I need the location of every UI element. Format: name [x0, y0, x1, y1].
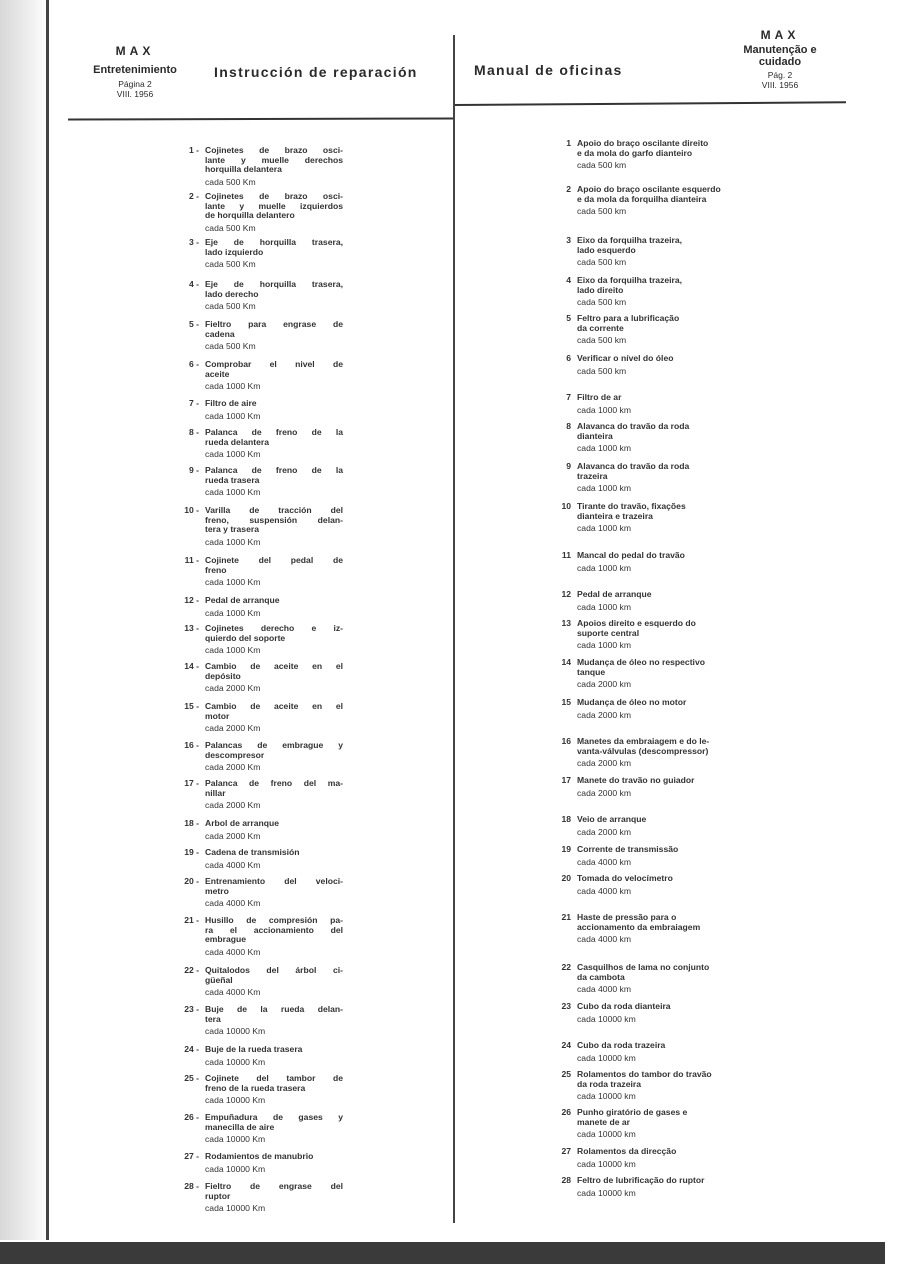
item-text: [577, 776, 777, 798]
item-text: [205, 556, 343, 588]
item-text: [577, 658, 777, 690]
service-interval: cada 1000 km: [577, 523, 631, 534]
item-line: manete de ar: [577, 1116, 631, 1127]
item-line: güeñal: [205, 974, 233, 985]
item-number: 3 -: [188, 237, 199, 247]
item-number: 22: [561, 962, 571, 972]
item-text: [577, 737, 777, 769]
service-interval: cada 2000 km: [577, 826, 631, 837]
item-text: [577, 1147, 777, 1169]
item-line: Cadena de transmisión: [205, 847, 300, 857]
item-number: 11 -: [184, 555, 199, 565]
service-interval: cada 2000 km: [577, 787, 631, 798]
service-interval: cada 2000 Km: [205, 800, 261, 811]
item-line: cadena: [205, 328, 235, 339]
item-text: [205, 320, 343, 352]
item-line: vanta-válvulas (descompressor): [577, 745, 709, 756]
item-line: Pedal de arranque: [205, 595, 280, 605]
service-interval: cada 500 km: [577, 206, 627, 217]
item-line: lante y muelle derechos: [205, 154, 343, 165]
item-line: accionamento da embraiagem: [577, 921, 701, 932]
item-text: [205, 1074, 343, 1106]
item-line: suporte central: [577, 627, 640, 638]
item-number: 1 -: [188, 145, 199, 155]
service-interval: cada 500 km: [577, 365, 627, 376]
service-interval: cada 2000 Km: [205, 830, 261, 841]
item-line: lado izquierdo: [205, 246, 264, 257]
item-text: [577, 845, 777, 867]
service-interval: cada 1000 km: [577, 601, 631, 612]
item-text: [205, 966, 343, 998]
item-text: [577, 314, 777, 346]
service-interval: cada 10000 km: [577, 1129, 636, 1140]
item-line: Cojinetes de brazo osci-: [205, 145, 343, 155]
item-text: [205, 238, 343, 270]
item-line: Empuñadura de gases y: [205, 1112, 343, 1122]
item-line: Palanca de freno de la: [205, 427, 343, 437]
item-line: descompresor: [205, 749, 265, 760]
item-text: [577, 276, 777, 308]
item-line: Cojinetes de brazo osci-: [205, 191, 343, 201]
item-number: 6 -: [188, 359, 199, 369]
item-number: 8 -: [188, 427, 199, 437]
section-title-cont: cuidado: [758, 56, 802, 68]
service-interval: cada 1000 Km: [205, 410, 261, 421]
item-number: 10 -: [184, 505, 199, 515]
item-line: Eixo da forquilha trazeira,: [577, 235, 683, 245]
item-line: aceite: [205, 368, 230, 379]
item-line: Fieltro para engrase de: [205, 319, 343, 329]
item-line: Eje de horquilla trasera,: [205, 279, 343, 289]
service-interval: cada 1000 km: [577, 562, 631, 573]
item-text: [205, 399, 343, 421]
item-text: [205, 662, 343, 694]
item-line: Alavanca do travão da roda: [577, 461, 690, 471]
item-number: 28 -: [184, 1181, 199, 1191]
item-number: 12: [561, 589, 571, 599]
header-left: [80, 44, 190, 99]
item-line: lante y muelle izquierdos: [205, 200, 343, 211]
item-number: 21 -: [184, 915, 199, 925]
service-interval: cada 500 km: [577, 257, 627, 268]
item-text: [205, 596, 343, 618]
item-line: tanque: [577, 666, 606, 677]
item-number: 12 -: [184, 595, 199, 605]
item-text: [205, 916, 343, 957]
item-number: 27: [561, 1146, 571, 1156]
item-text: [577, 1108, 777, 1140]
item-number: 24 -: [184, 1044, 199, 1054]
item-line: Rodamientos de manubrio: [205, 1151, 314, 1161]
item-number: 28: [561, 1175, 571, 1185]
item-text: [205, 819, 343, 841]
service-interval: cada 1000 Km: [205, 381, 261, 392]
section-title: Manutenção e: [743, 44, 817, 56]
service-interval: cada 10000 km: [577, 1158, 636, 1169]
item-text: [205, 506, 343, 547]
service-interval: cada 10000 Km: [205, 1163, 266, 1174]
service-interval: cada 10000 km: [577, 1013, 636, 1024]
item-text: [577, 236, 777, 268]
item-line: Punho giratório de gases e: [577, 1107, 688, 1117]
item-number: 24: [561, 1040, 571, 1050]
item-text: [577, 354, 777, 376]
item-text: [205, 360, 343, 392]
item-text: [205, 280, 343, 312]
item-text: [205, 1045, 343, 1067]
item-line: de horquilla delantero: [205, 210, 295, 221]
item-text: [577, 698, 777, 720]
service-interval: cada 10000 Km: [205, 1056, 266, 1067]
item-line: Casquilhos de lama no conjunto: [577, 962, 710, 972]
item-number: 20 -: [184, 876, 199, 886]
service-interval: cada 500 km: [577, 160, 627, 171]
item-line: freno: [205, 564, 227, 575]
item-number: 2 -: [188, 191, 199, 201]
item-line: manecilla de aire: [205, 1121, 275, 1132]
item-line: Buje de la rueda trasera: [205, 1044, 303, 1054]
item-line: Tomada do velocímetro: [577, 873, 673, 883]
item-number: 16: [561, 736, 571, 746]
item-line: Pedal de arranque: [577, 589, 652, 599]
item-line: Rolamentos da direcção: [577, 1146, 677, 1156]
item-number: 13 -: [184, 623, 199, 633]
item-line: ruptor: [205, 1190, 231, 1201]
service-interval: cada 500 Km: [205, 301, 256, 312]
service-interval: cada 4000 km: [577, 885, 631, 896]
item-text: [205, 1005, 343, 1037]
item-number: 15 -: [184, 701, 199, 711]
item-number: 26: [561, 1107, 571, 1117]
title-portuguese: Manual de oficinas: [474, 62, 623, 78]
header-right: [725, 28, 835, 90]
item-number: 25: [561, 1069, 571, 1079]
item-number: 14 -: [184, 661, 199, 671]
item-line: Cojinete del tambor de: [205, 1073, 343, 1083]
service-interval: cada 500 km: [577, 335, 627, 346]
service-interval: cada 2000 km: [577, 709, 631, 720]
item-number: 2: [566, 184, 571, 194]
item-line: Corrente de transmissão: [577, 844, 679, 854]
item-text: [577, 1041, 777, 1063]
item-number: 9: [566, 461, 571, 471]
item-line: Arbol de arranque: [205, 818, 280, 828]
service-interval: cada 1000 Km: [205, 577, 261, 588]
item-number: 1: [566, 138, 571, 148]
service-interval: cada 1000 Km: [205, 449, 261, 460]
item-number: 17: [561, 775, 571, 785]
service-interval: cada 500 Km: [205, 222, 256, 233]
item-number: 10: [561, 501, 571, 511]
item-number: 20: [561, 873, 571, 883]
item-number: 5: [566, 313, 571, 323]
item-line: Mudança de óleo no respectivo: [577, 657, 705, 667]
item-line: Mancal do pedal do travão: [577, 550, 685, 560]
item-number: 9 -: [188, 465, 199, 475]
item-line: Manete do travão no guiador: [577, 775, 695, 785]
item-line: Cambio de aceite en el: [205, 701, 343, 711]
item-line: Entrenamiento del veloci-: [205, 876, 343, 886]
item-number: 8: [566, 421, 571, 431]
item-line: Husillo de compresión pa-: [205, 915, 343, 925]
item-text: [577, 139, 777, 171]
item-text: [577, 551, 777, 573]
item-number: 3: [566, 235, 571, 245]
item-text: [205, 741, 343, 773]
item-line: Apoios direito e esquerdo do: [577, 618, 696, 628]
service-interval: cada 500 Km: [205, 176, 256, 187]
header-rule-right: [454, 101, 846, 106]
item-line: Cojinetes derecho e iz-: [205, 623, 343, 633]
item-text: [205, 1113, 343, 1145]
item-line: Palancas de embrague y: [205, 740, 343, 750]
service-interval: cada 1000 km: [577, 483, 631, 494]
item-number: 18: [561, 814, 571, 824]
item-text: [205, 1182, 343, 1214]
item-line: embrague: [205, 934, 247, 945]
item-line: Fieltro de engrase del: [205, 1181, 343, 1191]
item-line: da roda trazeira: [577, 1078, 641, 1089]
item-text: [205, 877, 343, 909]
item-line: Veio de arranque: [577, 814, 647, 824]
item-line: Cubo da roda dianteira: [577, 1001, 671, 1011]
item-line: Cubo da roda trazeira: [577, 1040, 666, 1050]
item-number: 25 -: [184, 1073, 199, 1083]
item-line: depósito: [205, 670, 241, 681]
item-text: [205, 624, 343, 656]
item-text: [577, 1070, 777, 1102]
item-text: [577, 1176, 777, 1198]
item-text: [577, 393, 777, 415]
item-number: 14: [561, 657, 571, 667]
item-line: Palanca de freno del ma-: [205, 778, 343, 788]
item-line: dianteira: [577, 430, 613, 441]
item-line: Verificar o nível do óleo: [577, 353, 674, 363]
service-interval: cada 4000 km: [577, 984, 631, 995]
item-line: Comprobar el nivel de: [205, 359, 343, 369]
item-text: [577, 422, 777, 454]
service-interval: cada 10000 Km: [205, 1203, 266, 1214]
service-interval: cada 2000 km: [577, 679, 631, 690]
service-interval: cada 1000 Km: [205, 645, 261, 656]
column-divider: [453, 35, 455, 1223]
item-number: 13: [561, 618, 571, 628]
item-line: Palanca de freno de la: [205, 465, 343, 475]
service-interval: cada 1000 Km: [205, 536, 261, 547]
item-line: trazeira: [577, 470, 608, 481]
item-text: [577, 619, 777, 651]
item-number: 23 -: [184, 1004, 199, 1014]
item-text: [577, 185, 777, 217]
item-number: 19: [561, 844, 571, 854]
item-number: 11: [561, 550, 571, 560]
item-line: Filtro de ar: [577, 392, 622, 402]
item-text: [577, 1002, 777, 1024]
service-interval: cada 500 Km: [205, 259, 256, 270]
service-interval: cada 10000 Km: [205, 1026, 266, 1037]
title-spanish: Instrucción de reparación: [214, 64, 418, 80]
item-line: Eje de horquilla trasera,: [205, 237, 343, 247]
service-interval: cada 4000 km: [577, 856, 631, 867]
item-number: 26 -: [184, 1112, 199, 1122]
item-number: 18 -: [184, 818, 199, 828]
item-line: lado direito: [577, 284, 624, 295]
item-text: [205, 466, 343, 498]
item-line: nillar: [205, 787, 226, 798]
service-interval: cada 4000 Km: [205, 987, 261, 998]
item-number: 23: [561, 1001, 571, 1011]
brand: MAX: [115, 44, 155, 58]
item-line: Buje de la rueda delan-: [205, 1004, 343, 1014]
section-title: Entretenimiento: [93, 64, 177, 76]
item-text: [205, 192, 343, 233]
item-line: freno de la rueda trasera: [205, 1082, 306, 1093]
brand: MAX: [760, 28, 800, 42]
item-line: Feltro para a lubrificação: [577, 313, 680, 323]
item-line: Alavanca do travão da roda: [577, 421, 690, 431]
item-line: lado esquerdo: [577, 244, 636, 255]
page-number: Pág. 2: [767, 70, 793, 80]
item-text: [205, 146, 343, 187]
item-text: [577, 963, 777, 995]
item-line: Apoio do braço oscilante esquerdo: [577, 184, 721, 194]
service-interval: cada 500 Km: [205, 341, 256, 352]
item-number: 16 -: [184, 740, 199, 750]
service-interval: cada 4000 Km: [205, 859, 261, 870]
item-line: Manetes da embraiagem e do le-: [577, 736, 710, 746]
service-interval: cada 500 km: [577, 297, 627, 308]
item-line: ra el accionamiento del: [205, 924, 343, 935]
item-line: Filtro de aire: [205, 398, 257, 408]
service-interval: cada 2000 Km: [205, 683, 261, 694]
item-text: [205, 848, 343, 870]
item-text: [577, 913, 777, 945]
item-text: [205, 702, 343, 734]
item-line: Cojinete del pedal de: [205, 555, 343, 565]
item-number: 15: [561, 697, 571, 707]
date: VIII. 1956: [116, 89, 154, 99]
item-line: freno, suspensión delan-: [205, 514, 343, 525]
item-line: Varilla de tracción del: [205, 505, 343, 515]
item-line: Rolamentos do tambor do travão: [577, 1069, 712, 1079]
item-line: tera y trasera: [205, 524, 259, 535]
item-line: e da mola da forquilha dianteira: [577, 193, 707, 204]
item-line: da cambota: [577, 971, 625, 982]
service-interval: cada 4000 Km: [205, 898, 261, 909]
item-number: 7: [566, 392, 571, 402]
service-interval: cada 10000 km: [577, 1187, 636, 1198]
item-line: dianteira e trazeira: [577, 510, 653, 521]
item-number: 19 -: [184, 847, 199, 857]
item-number: 17 -: [184, 778, 199, 788]
item-number: 22 -: [184, 965, 199, 975]
item-text: [577, 874, 777, 896]
service-interval: cada 2000 km: [577, 758, 631, 769]
service-interval: cada 1000 Km: [205, 487, 261, 498]
item-line: Haste de pressão para o: [577, 912, 677, 922]
service-interval: cada 4000 km: [577, 934, 631, 945]
item-line: lado derecho: [205, 288, 259, 299]
item-line: e da mola do garfo dianteiro: [577, 147, 693, 158]
service-interval: cada 1000 km: [577, 443, 631, 454]
item-line: Eixo da forquilha trazeira,: [577, 275, 683, 285]
item-line: da corrente: [577, 322, 624, 333]
item-line: Mudança de óleo no motor: [577, 697, 687, 707]
service-interval: cada 10000 km: [577, 1091, 636, 1102]
item-text: [205, 428, 343, 460]
date: VIII. 1956: [761, 80, 799, 90]
item-line: Tirante do travão, fixações: [577, 501, 686, 511]
service-interval: cada 1000 km: [577, 404, 631, 415]
item-line: motor: [205, 710, 230, 721]
service-interval: cada 1000 km: [577, 640, 631, 651]
item-text: [205, 1152, 343, 1174]
scan-bottom-bar: [0, 1242, 885, 1264]
binding-edge-line: [46, 0, 49, 1240]
item-line: Apoio do braço oscilante direito: [577, 138, 709, 148]
item-text: [577, 815, 777, 837]
item-line: metro: [205, 885, 229, 896]
item-number: 4: [566, 275, 571, 285]
item-number: 21: [561, 912, 571, 922]
item-number: 4 -: [188, 279, 199, 289]
item-number: 6: [566, 353, 571, 363]
header-rule-left: [68, 117, 454, 120]
item-line: horquilla delantera: [205, 164, 282, 175]
page-number: Página 2: [118, 79, 152, 89]
item-line: tera: [205, 1013, 221, 1024]
item-number: 5 -: [188, 319, 199, 329]
item-line: Quitalodos del árbol ci-: [205, 965, 343, 975]
item-text: [577, 462, 777, 494]
service-interval: cada 4000 Km: [205, 946, 261, 957]
item-text: [577, 502, 777, 534]
item-text: [205, 779, 343, 811]
service-interval: cada 1000 Km: [205, 607, 261, 618]
item-line: Cambio de aceite en el: [205, 661, 343, 671]
item-line: quierdo del soporte: [205, 632, 286, 643]
item-number: 27 -: [184, 1151, 199, 1161]
item-line: rueda delantera: [205, 436, 269, 447]
item-line: Feltro de lubrificação do ruptor: [577, 1175, 705, 1185]
service-interval: cada 10000 km: [577, 1052, 636, 1063]
item-text: [577, 590, 777, 612]
service-interval: cada 10000 Km: [205, 1095, 266, 1106]
item-number: 7 -: [188, 398, 199, 408]
service-interval: cada 2000 Km: [205, 762, 261, 773]
scan-edge: [0, 0, 48, 1240]
service-interval: cada 2000 Km: [205, 723, 261, 734]
service-interval: cada 10000 Km: [205, 1134, 266, 1145]
item-line: rueda trasera: [205, 474, 260, 485]
